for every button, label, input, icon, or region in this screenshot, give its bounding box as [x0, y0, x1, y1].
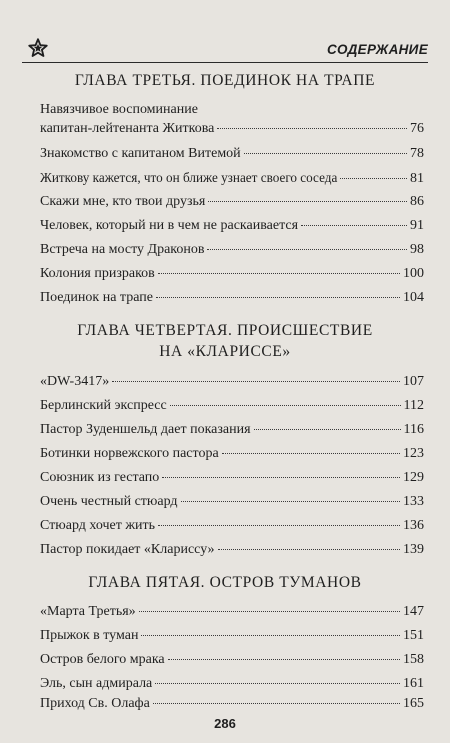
entry-page: 76: [410, 121, 424, 136]
entry-title: Скажи мне, кто твои друзья: [40, 194, 206, 209]
entry-title: Пастор покидает «Клариссу»: [40, 542, 215, 557]
leader-dots: [254, 429, 401, 430]
leader-dots: [153, 703, 400, 704]
toc-entry[interactable]: [40, 651, 424, 668]
entry-page: 81: [410, 171, 424, 186]
entry-page: 91: [410, 218, 424, 233]
entry-title: Знакомство с капитаном Витемой: [40, 146, 241, 161]
leader-dots: [112, 381, 400, 382]
entry-title: Стюард хочет жить: [40, 518, 156, 533]
entry-page: 133: [403, 494, 424, 509]
entry-title: Очень честный стюард: [40, 494, 178, 509]
star-icon: [28, 38, 48, 58]
entry-page: 161: [403, 676, 424, 691]
leader-dots: [156, 297, 400, 298]
toc-entry[interactable]: [40, 493, 424, 510]
entry-title: Колония призраков: [40, 266, 155, 281]
leader-dots: [217, 128, 407, 129]
toc-entry[interactable]: [40, 421, 424, 438]
entry-title: Ботинки норвежского пастора: [40, 446, 219, 461]
toc-entry[interactable]: [40, 145, 424, 162]
entry-page: 136: [403, 518, 424, 533]
leader-dots: [181, 501, 400, 502]
chapter-heading-line2: НА «КЛАРИССЕ»: [159, 343, 291, 360]
entry-title: Встреча на мосту Драконов: [40, 242, 205, 257]
entry-title: Приход Св. Олафа: [40, 696, 150, 711]
entry-title: «Марта Третья»: [40, 604, 136, 619]
entry-title: Эль, сын адмирала: [40, 676, 153, 691]
toc-entry[interactable]: [40, 445, 424, 462]
entry-title: Пастор Зуденшельд дает показания: [40, 422, 251, 437]
toc-entry[interactable]: [40, 603, 424, 620]
entry-title: Берлинский экспресс: [40, 398, 167, 413]
leader-dots: [222, 453, 400, 454]
leader-dots: [158, 273, 400, 274]
entry-title: Поединок на трапе: [40, 290, 153, 305]
header-title: СОДЕРЖАНИЕ: [326, 42, 428, 57]
leader-dots: [301, 225, 407, 226]
leader-dots: [139, 611, 400, 612]
toc-entry[interactable]: [40, 627, 424, 644]
toc-entry[interactable]: [40, 265, 424, 282]
leader-dots: [207, 249, 407, 250]
entry-page: 139: [403, 542, 424, 557]
toc-entry[interactable]: [40, 217, 424, 234]
entry-page: 147: [403, 604, 424, 619]
toc-entry[interactable]: [40, 169, 424, 187]
page-number: 286: [214, 716, 236, 731]
toc-entry[interactable]: [40, 241, 424, 258]
entry-title: Прыжок в туман: [40, 628, 139, 643]
toc-entry[interactable]: [40, 193, 424, 210]
toc-entry[interactable]: [40, 289, 424, 306]
leader-dots: [162, 477, 400, 478]
leader-dots: [244, 153, 407, 154]
entry-title: Союзник из гестапо: [40, 470, 160, 485]
chapter-heading: ГЛАВА ТРЕТЬЯ. ПОЕДИНОК НА ТРАПЕ: [74, 72, 376, 89]
entry-title: капитан-лейтенанта Житкова: [40, 121, 215, 136]
entry-title: «DW-3417»: [40, 374, 110, 389]
entry-title: Житкову кажется, что он ближе узнает своего соседа: [40, 170, 338, 185]
entry-page: 107: [403, 374, 424, 389]
toc-entry[interactable]: [40, 517, 424, 534]
entry-page: 129: [403, 470, 424, 485]
leader-dots: [155, 683, 400, 684]
entry-page: 151: [403, 628, 424, 643]
entry-title: Человек, который ни в чем не раскаивается: [40, 218, 299, 233]
toc-entry[interactable]: [40, 541, 424, 558]
running-header: [22, 28, 428, 63]
leader-dots: [340, 178, 407, 179]
chapter-heading: ГЛАВА ЧЕТВЕРТАЯ. ПРОИСШЕСТВИЕ: [77, 322, 373, 339]
entry-page: 98: [410, 242, 424, 257]
entry-page: 123: [403, 446, 424, 461]
entry-page: 100: [403, 266, 424, 281]
entry-page: 165: [403, 696, 424, 711]
entry-page: 86: [410, 194, 424, 209]
toc-entry[interactable]: [40, 675, 424, 692]
toc-entry[interactable]: [40, 101, 424, 137]
entry-title-line1: Навязчивое воспоминание: [40, 102, 198, 117]
toc-entry[interactable]: [40, 397, 424, 414]
toc-entry[interactable]: [40, 373, 424, 390]
entry-page: 78: [410, 146, 424, 161]
entry-page: 116: [403, 422, 424, 437]
leader-dots: [170, 405, 401, 406]
entry-page: 112: [403, 398, 424, 413]
toc-entry[interactable]: [40, 469, 424, 486]
entry-page: 104: [403, 290, 424, 305]
leader-dots: [158, 525, 400, 526]
entry-title: Остров белого мрака: [40, 652, 165, 667]
entry-page: 158: [403, 652, 424, 667]
leader-dots: [218, 549, 400, 550]
leader-dots: [208, 201, 407, 202]
chapter-heading: ГЛАВА ПЯТАЯ. ОСТРОВ ТУМАНОВ: [88, 574, 362, 591]
toc-entry[interactable]: [40, 695, 424, 712]
leader-dots: [168, 659, 400, 660]
leader-dots: [141, 635, 400, 636]
